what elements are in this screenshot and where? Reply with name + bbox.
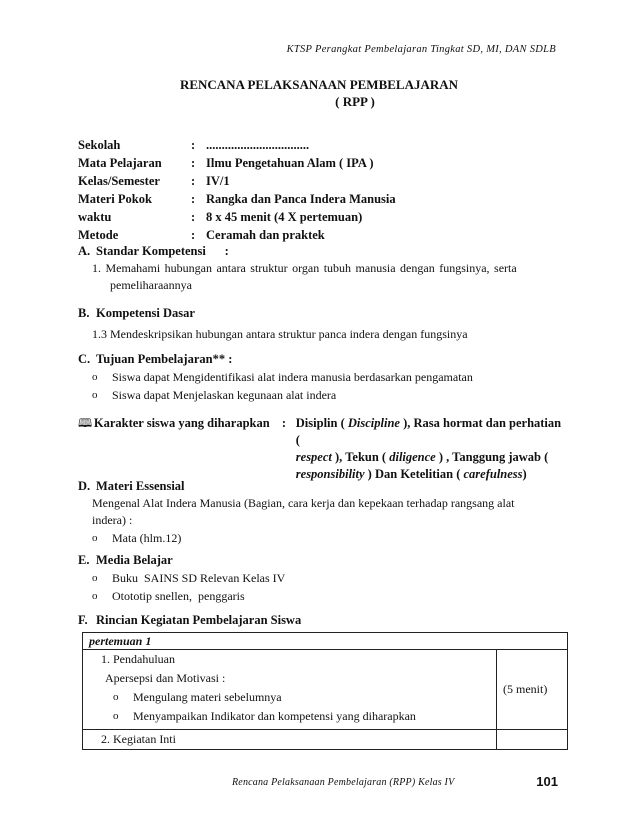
- competence-item-line: pemeliharaannya: [110, 278, 192, 292]
- bullet-icon: o: [113, 691, 119, 703]
- character-term: respect: [295, 450, 332, 464]
- competence-item-line: 1. Memahami hubungan antara struktur organ tubuh manusia dengan fungsinya, serta: [92, 261, 517, 275]
- identity-label: Materi Pokok: [78, 192, 152, 206]
- character-text: ), Tekun (: [331, 450, 390, 464]
- identity-label: Metode: [78, 228, 119, 242]
- page-number: 101: [536, 774, 558, 789]
- bullet-icon: o: [92, 532, 98, 544]
- table-row: [83, 633, 568, 650]
- section-heading: [78, 305, 568, 322]
- list-item: [78, 587, 568, 605]
- activity-time: [497, 730, 568, 750]
- document-title: [0, 76, 638, 110]
- bullet-icon: o: [92, 590, 98, 602]
- section-heading: [78, 243, 568, 260]
- activity-step: 1. Pendahuluan: [101, 652, 175, 666]
- identity-sep: :: [191, 156, 196, 170]
- list-item-text: Otototip snellen, penggaris: [112, 589, 245, 603]
- section-letter: B.: [78, 306, 90, 320]
- identity-value: IV/1: [206, 174, 230, 188]
- section-title: Materi Essensial: [96, 479, 185, 493]
- identity-value: .................................: [206, 138, 310, 152]
- identity-row: [78, 210, 396, 228]
- section-learning-media: [78, 552, 568, 605]
- identity-sep: :: [191, 174, 196, 188]
- section-letter: D.: [78, 479, 91, 493]
- character-text: Disiplin (: [295, 416, 348, 430]
- bullet-icon: o: [92, 371, 98, 383]
- identity-row: [78, 138, 396, 156]
- character-text: ) Dan Ketelitian (: [364, 467, 464, 481]
- section-essential-material: [78, 478, 568, 547]
- list-item-text: Mata (hlm.12): [112, 531, 182, 545]
- section-letter: C.: [78, 352, 91, 366]
- list-item-text: Buku SAINS SD Relevan Kelas IV: [112, 571, 286, 585]
- list-item: [89, 707, 490, 726]
- section-learning-objectives: [78, 351, 568, 404]
- character-values: [296, 415, 568, 483]
- list-item: [89, 688, 490, 707]
- list-item-text: Mengulang materi sebelumnya: [133, 690, 282, 704]
- identity-value: Ilmu Pengetahuan Alam ( IPA ): [206, 156, 374, 170]
- identity-value: 8 x 45 menit (4 X pertemuan): [206, 210, 363, 224]
- section-title: Tujuan Pembelajaran** :: [96, 352, 233, 366]
- identity-row: [78, 192, 396, 210]
- activity-substep: Apersepsi dan Motivasi :: [105, 671, 226, 685]
- identity-table: [78, 138, 396, 246]
- character-term: responsibility: [295, 467, 365, 481]
- identity-label: Mata Pelajaran: [78, 156, 162, 170]
- activity-table: [82, 632, 568, 750]
- list-item-text: Menyampaikan Indikator dan kompetensi yang diharapkan: [133, 709, 416, 723]
- list-item-text: Siswa dapat Menjelaskan kegunaan alat indera: [112, 388, 337, 402]
- title-line-1: RENCANA PELAKSANAAN PEMBELAJARAN: [179, 77, 459, 92]
- activity-cell: [83, 730, 497, 750]
- activity-time: (5 menit): [497, 650, 568, 730]
- section-standard-competence: [78, 243, 568, 294]
- section-basic-competence: [78, 305, 568, 343]
- identity-sep: :: [191, 228, 196, 242]
- basic-competence-text: 1.3 Mendeskripsikan hubungan antara struktur panca indera dengan fungsinya: [92, 327, 468, 341]
- identity-value: Rangka dan Panca Indera Manusia: [206, 192, 396, 206]
- section-letter: E.: [78, 553, 90, 567]
- list-item: [78, 386, 568, 404]
- section-title: Rincian Kegiatan Pembelajaran Siswa: [96, 613, 302, 627]
- identity-row: [78, 174, 396, 192]
- character-sep: :: [281, 416, 287, 430]
- identity-label: Kelas/Semester: [78, 174, 160, 188]
- bullet-icon: o: [113, 710, 119, 722]
- section-letter: F.: [78, 613, 88, 627]
- section-title: Kompetensi Dasar: [96, 306, 195, 320]
- character-text: ) , Tanggung jawab (: [435, 450, 549, 464]
- list-item-text: Siswa dapat Mengidentifikasi alat indera manusia berdasarkan pengamatan: [112, 370, 473, 384]
- activity-step: 2. Kegiatan Inti: [101, 732, 176, 746]
- list-item: [78, 368, 568, 386]
- bullet-icon: o: [92, 389, 98, 401]
- section-heading: [78, 351, 568, 368]
- character-term: diligence: [389, 450, 436, 464]
- section-title: Media Belajar: [96, 553, 173, 567]
- book-icon: 🕮: [78, 416, 93, 430]
- section-character: [78, 415, 568, 483]
- identity-value: Ceramah dan praktek: [206, 228, 325, 242]
- identity-label: Sekolah: [78, 138, 121, 152]
- identity-label: waktu: [78, 210, 112, 224]
- meeting-label: pertemuan 1: [83, 633, 568, 650]
- identity-row: [78, 156, 396, 174]
- identity-sep: :: [191, 138, 196, 152]
- bullet-icon: o: [92, 572, 98, 584]
- footer-text: Rencana Pelaksanaan Pembelajaran (RPP) Kelas IV: [232, 777, 455, 788]
- section-heading: [78, 612, 568, 629]
- material-text-line: Mengenal Alat Indera Manusia (Bagian, cara kerja dan kepekaan terhadap rangsang alat: [92, 496, 515, 510]
- title-line-2: ( RPP ): [335, 94, 375, 109]
- table-row: [83, 730, 568, 750]
- identity-sep: :: [191, 210, 196, 224]
- character-term: carefulness: [463, 467, 523, 481]
- character-label: Karakter siswa yang diharapkan: [93, 416, 270, 430]
- identity-sep: :: [191, 192, 196, 206]
- material-text-line: indera) :: [92, 513, 133, 527]
- section-letter: A.: [78, 244, 91, 258]
- section-activity-details: [78, 612, 568, 629]
- activity-cell: [83, 650, 497, 730]
- character-text: ), Rasa hormat dan perhatian (: [295, 416, 562, 447]
- list-item: [78, 569, 568, 587]
- character-text: ): [522, 467, 527, 481]
- character-term: Discipline: [347, 416, 400, 430]
- character-row: [78, 415, 568, 483]
- list-item: [78, 529, 568, 547]
- running-head: KTSP Perangkat Pembelajaran Tingkat SD, MI, DAN SDLB: [286, 44, 556, 55]
- section-heading: [78, 478, 568, 495]
- section-heading: [78, 552, 568, 569]
- section-title: Standar Kompetensi :: [96, 244, 229, 258]
- table-row: [83, 650, 568, 730]
